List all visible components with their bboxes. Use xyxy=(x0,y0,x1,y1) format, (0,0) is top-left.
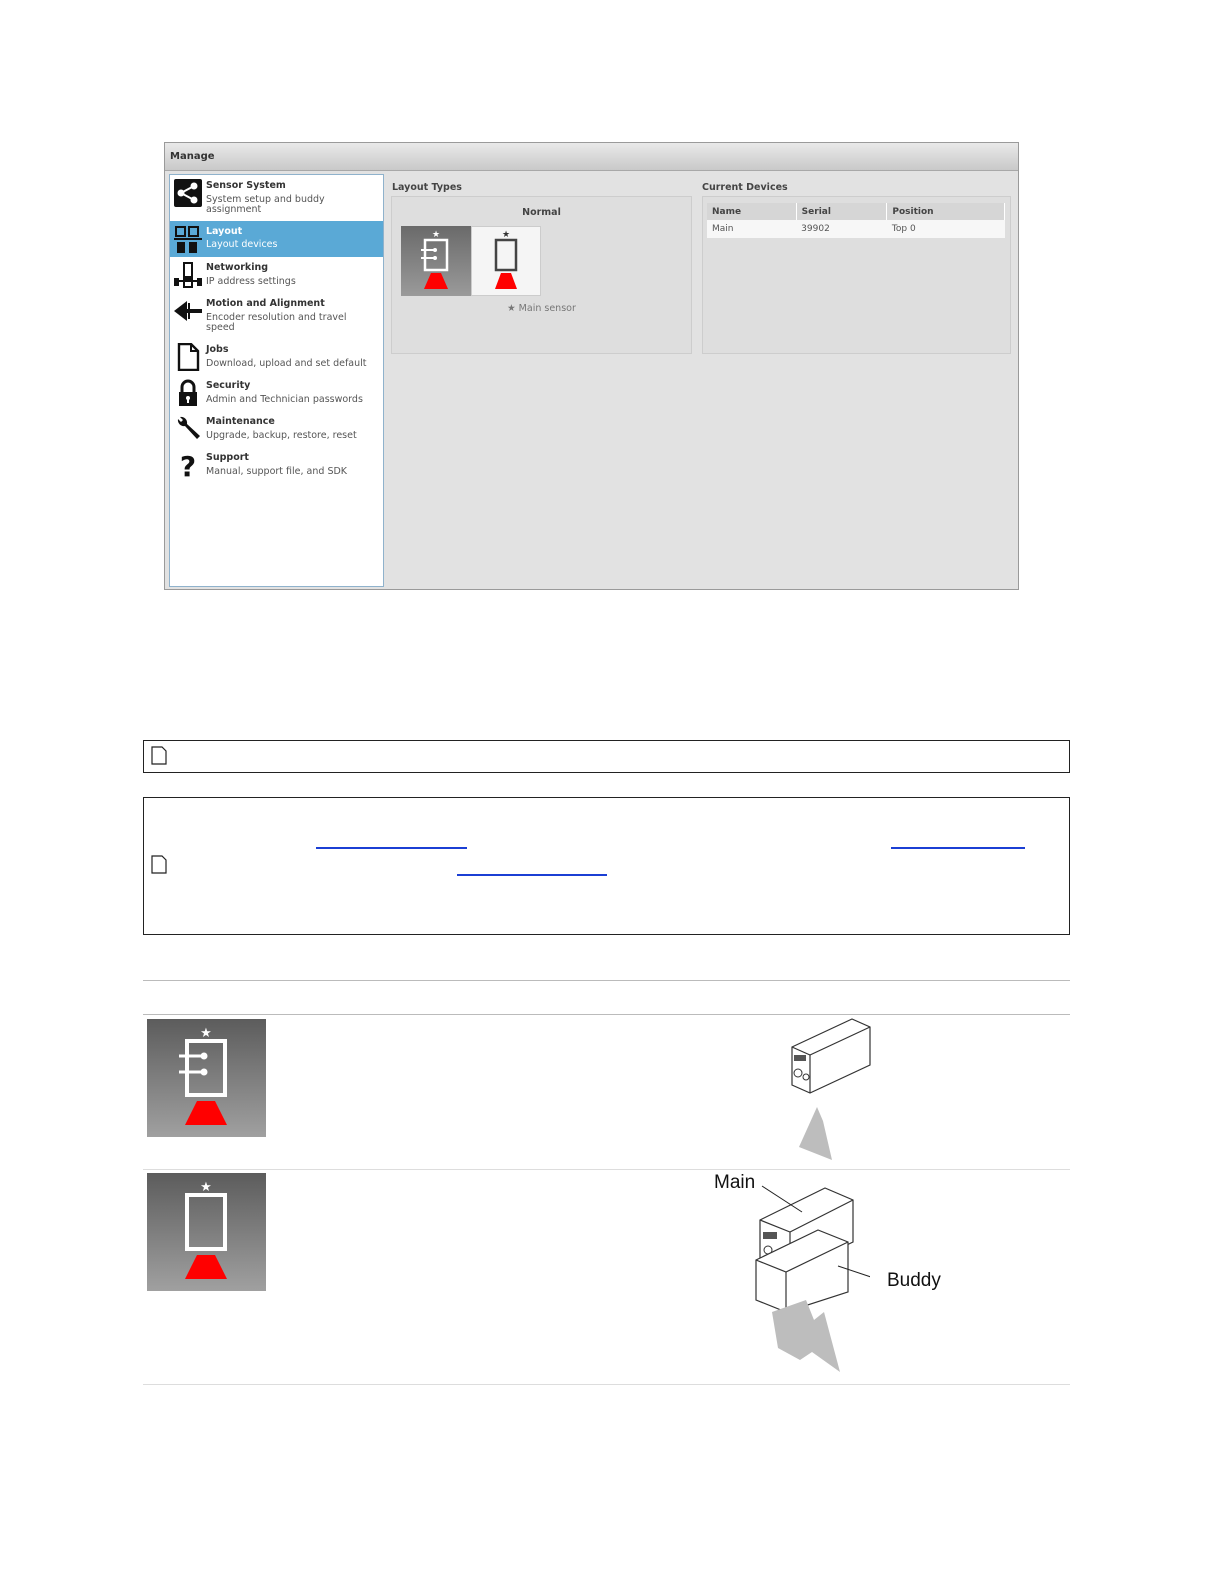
main-sensor-footnote: ★ Main sensor xyxy=(507,303,576,314)
sidebar-item-desc: Manual, support file, and SDK xyxy=(206,466,348,477)
main-star-marker: ★ xyxy=(431,230,441,240)
table-rule xyxy=(143,1014,1070,1015)
sidebar-item-desc: Encoder resolution and travel speed xyxy=(206,312,347,333)
note-icon xyxy=(151,746,167,765)
lock-icon xyxy=(174,379,202,407)
wrench-icon xyxy=(174,415,202,443)
sidebar-item-title: Layout xyxy=(206,226,243,237)
sidebar-item-jobs[interactable] xyxy=(170,339,383,375)
question-icon xyxy=(174,451,202,479)
sidebar-item-sensor-system[interactable] xyxy=(170,175,383,215)
device-position-cell: Top 0 xyxy=(887,220,1005,238)
note-box-links xyxy=(143,797,1070,935)
single-sensor-layout-icon xyxy=(147,1019,266,1137)
sidebar-item-layout[interactable] xyxy=(170,221,383,257)
sidebar-item-desc: Layout devices xyxy=(206,239,278,250)
layout-types-panel xyxy=(391,196,692,354)
window-title: Manage xyxy=(170,151,215,162)
single-sensor-layout-icon xyxy=(401,226,471,296)
main-buddy-illustration xyxy=(750,1180,870,1380)
buddy-label: Buddy xyxy=(887,1270,941,1291)
table-rule xyxy=(143,980,1070,981)
layout-tile-single[interactable] xyxy=(401,226,471,296)
network-share-icon xyxy=(174,179,202,207)
main-star-marker: ★ xyxy=(200,1026,212,1041)
main-label: Main xyxy=(714,1172,756,1193)
note-box xyxy=(143,740,1070,773)
sidebar-item-security[interactable] xyxy=(170,375,383,411)
hyperlink-underline[interactable] xyxy=(891,847,1025,849)
device-serial-cell: 39902 xyxy=(796,220,887,238)
hyperlink-underline[interactable] xyxy=(316,847,467,849)
network-plug-icon xyxy=(174,261,202,289)
sidebar-item-title: Networking xyxy=(206,262,269,273)
layout-icon xyxy=(174,225,202,253)
column-header-position[interactable]: Position xyxy=(887,203,1005,220)
note-icon xyxy=(151,855,167,874)
hyperlink-underline[interactable] xyxy=(457,874,607,876)
table-rule xyxy=(143,1169,1070,1170)
sidebar-item-title: Support xyxy=(206,452,249,463)
single-layout-thumbnail xyxy=(147,1019,266,1137)
svg-text:?: ? xyxy=(179,451,197,479)
buddy-layout-thumbnail xyxy=(147,1173,266,1291)
table-row[interactable] xyxy=(707,220,1005,238)
sidebar-item-support[interactable] xyxy=(170,447,383,483)
sidebar xyxy=(169,174,384,587)
single-sensor-illustration xyxy=(780,1015,880,1165)
current-devices-label: Current Devices xyxy=(702,182,788,193)
column-header-name[interactable]: Name xyxy=(707,203,796,220)
device-name-cell: Main xyxy=(707,220,796,238)
sidebar-item-title: Maintenance xyxy=(206,416,275,427)
sidebar-item-title: Jobs xyxy=(206,344,229,355)
devices-table xyxy=(707,203,1005,238)
sidebar-item-title: Sensor System xyxy=(206,180,286,191)
sidebar-item-motion-and-alignment[interactable] xyxy=(170,293,383,339)
window-title-bar xyxy=(165,143,1018,171)
sidebar-item-desc: Admin and Technician passwords xyxy=(206,394,363,405)
current-devices-panel xyxy=(702,196,1011,354)
buddy-sensor-layout-icon xyxy=(147,1173,266,1291)
table-header-row xyxy=(707,203,1005,220)
sidebar-item-title: Security xyxy=(206,380,251,391)
layout-group-label: Normal xyxy=(522,207,561,218)
sidebar-item-desc: Upgrade, backup, restore, reset xyxy=(206,430,357,441)
table-rule xyxy=(143,1384,1070,1385)
manage-window xyxy=(164,142,1019,590)
sidebar-item-desc: IP address settings xyxy=(206,276,296,287)
arrow-left-icon xyxy=(174,297,202,325)
layout-types-label: Layout Types xyxy=(392,182,462,193)
sidebar-item-title: Motion and Alignment xyxy=(206,298,325,309)
sidebar-item-desc: System setup and buddy assignment xyxy=(206,194,325,215)
layout-tile-buddy[interactable] xyxy=(471,226,541,296)
sidebar-item-desc: Download, upload and set default xyxy=(206,358,367,369)
buddy-sensor-layout-icon xyxy=(472,227,540,295)
column-header-serial[interactable]: Serial xyxy=(796,203,887,220)
sidebar-item-networking[interactable] xyxy=(170,257,383,293)
document-icon xyxy=(174,343,202,371)
main-star-marker: ★ xyxy=(501,230,511,240)
sidebar-item-maintenance[interactable] xyxy=(170,411,383,447)
main-star-marker: ★ xyxy=(200,1180,212,1195)
